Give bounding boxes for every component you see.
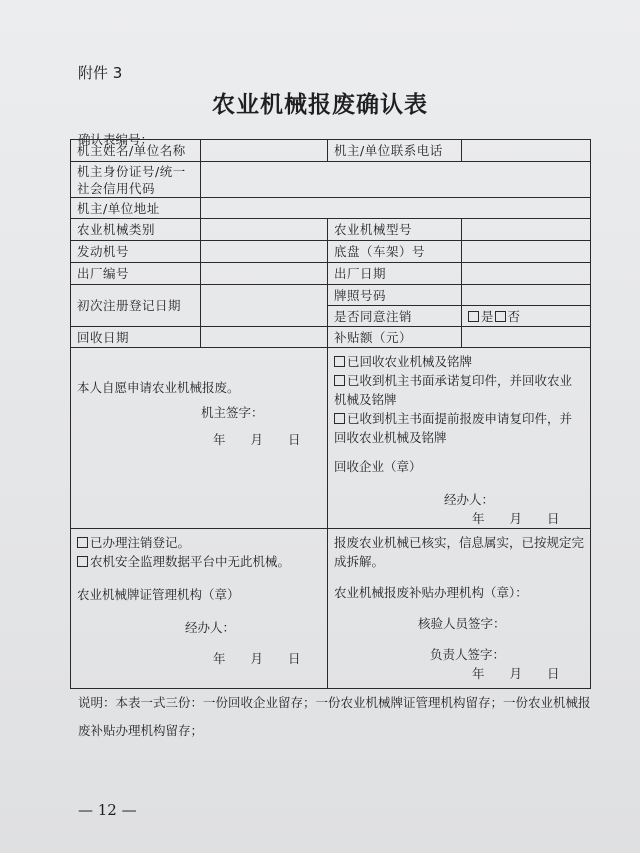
agree-cancel-label: 是否同意注销: [328, 306, 462, 327]
recycle-date-label: 回收日期: [71, 327, 201, 348]
recycler-opt3-checkbox[interactable]: [334, 413, 345, 424]
plate-no-field[interactable]: [462, 285, 591, 306]
license-opt2-text: 农机安全监理数据平台中无此机械。: [90, 554, 291, 569]
scrap-confirm-table: [70, 139, 591, 689]
license-opt1-checkbox[interactable]: [77, 537, 88, 548]
license-date: 年 月 日: [213, 651, 301, 666]
owner-sign-date: 年 月 日: [213, 432, 301, 447]
factory-no-label: 出厂编号: [71, 263, 201, 285]
recycler-opt2-text: 已收到机主书面承诺复印件，并回收农业机械及铭牌: [334, 373, 573, 407]
agree-cancel-options: [462, 306, 591, 327]
plate-no-label: 牌照号码: [328, 285, 462, 306]
license-agency-cell: [71, 529, 328, 689]
no-label: 否: [507, 308, 521, 324]
first-reg-date-label: 初次注册登记日期: [71, 285, 201, 327]
recycle-date-field[interactable]: [201, 327, 328, 348]
factory-no-field[interactable]: [201, 263, 328, 285]
owner-application-cell: [71, 348, 328, 529]
recycler-date: 年 月 日: [472, 511, 560, 526]
license-handler-label: 经办人：: [185, 620, 236, 635]
owner-phone-label: 机主/单位联系电话: [328, 140, 462, 162]
owner-address-field[interactable]: [201, 198, 591, 219]
subsidy-agency-cell: [328, 529, 591, 689]
owner-id-field[interactable]: [201, 162, 591, 198]
factory-date-label: 出厂日期: [328, 263, 462, 285]
no-checkbox[interactable]: [495, 311, 506, 322]
owner-name-label: 机主姓名/单位名称: [71, 140, 201, 162]
subsidy-date: 年 月 日: [472, 666, 560, 681]
chassis-no-field[interactable]: [462, 241, 591, 263]
owner-name-field[interactable]: [201, 140, 328, 162]
factory-date-field[interactable]: [462, 263, 591, 285]
recycler-handler-label: 经办人：: [444, 492, 495, 507]
recycler-opt2-checkbox[interactable]: [334, 375, 345, 386]
owner-signature-label: 机主签字：: [201, 405, 264, 420]
machine-category-field[interactable]: [201, 219, 328, 241]
owner-statement: 本人自愿申请农业机械报废。: [77, 380, 240, 395]
recycler-company-label: 回收企业（章）: [334, 459, 422, 474]
license-opt1-text: 已办理注销登记。: [90, 535, 191, 550]
subsidy-statement: 报废农业机械已核实，信息属实，已按规定完成拆解。: [334, 535, 585, 569]
form-note: 说明：本表一式三份：一份回收企业留存；一份农业机械牌证管理机构留存；一份农业机械报废补贴办理机构留存；: [78, 695, 591, 738]
license-opt2-checkbox[interactable]: [77, 556, 88, 567]
responsible-signature-label: 负责人签字：: [430, 647, 506, 662]
engine-no-label: 发动机号: [71, 241, 201, 263]
subsidy-agency-label: 农业机械报废补贴办理机构（章）：: [334, 585, 528, 600]
inspector-signature-label: 核验人员签字：: [418, 616, 506, 631]
subsidy-field[interactable]: [462, 327, 591, 348]
owner-address-label: 机主/单位地址: [71, 198, 201, 219]
recycler-opt1-text: 已回收农业机械及铭牌: [347, 354, 473, 369]
recycler-opt1-checkbox[interactable]: [334, 356, 345, 367]
form-title: 农业机械报废确认表: [212, 91, 428, 118]
license-agency-label: 农业机械牌证管理机构（章）: [77, 587, 240, 602]
yes-checkbox[interactable]: [468, 311, 479, 322]
owner-id-label: 机主身份证号/统一社会信用代码: [71, 162, 201, 198]
attachment-label: 附件 3: [78, 64, 123, 82]
subsidy-label: 补贴额（元）: [328, 327, 462, 348]
engine-no-field[interactable]: [201, 241, 328, 263]
machine-category-label: 农业机械类别: [71, 219, 201, 241]
recycler-opt3-text: 已收到机主书面提前报废申请复印件，并回收农业机械及铭牌: [334, 411, 573, 445]
recycler-cell: [328, 348, 591, 529]
machine-model-label: 农业机械型号: [328, 219, 462, 241]
page-number: — 12 —: [78, 801, 137, 819]
first-reg-date-field[interactable]: [201, 285, 328, 327]
chassis-no-label: 底盘（车架）号: [328, 241, 462, 263]
yes-label: 是: [481, 308, 494, 324]
machine-model-field[interactable]: [462, 219, 591, 241]
owner-phone-field[interactable]: [462, 140, 591, 162]
confirm-number-label: 确认表编号：: [78, 132, 154, 147]
